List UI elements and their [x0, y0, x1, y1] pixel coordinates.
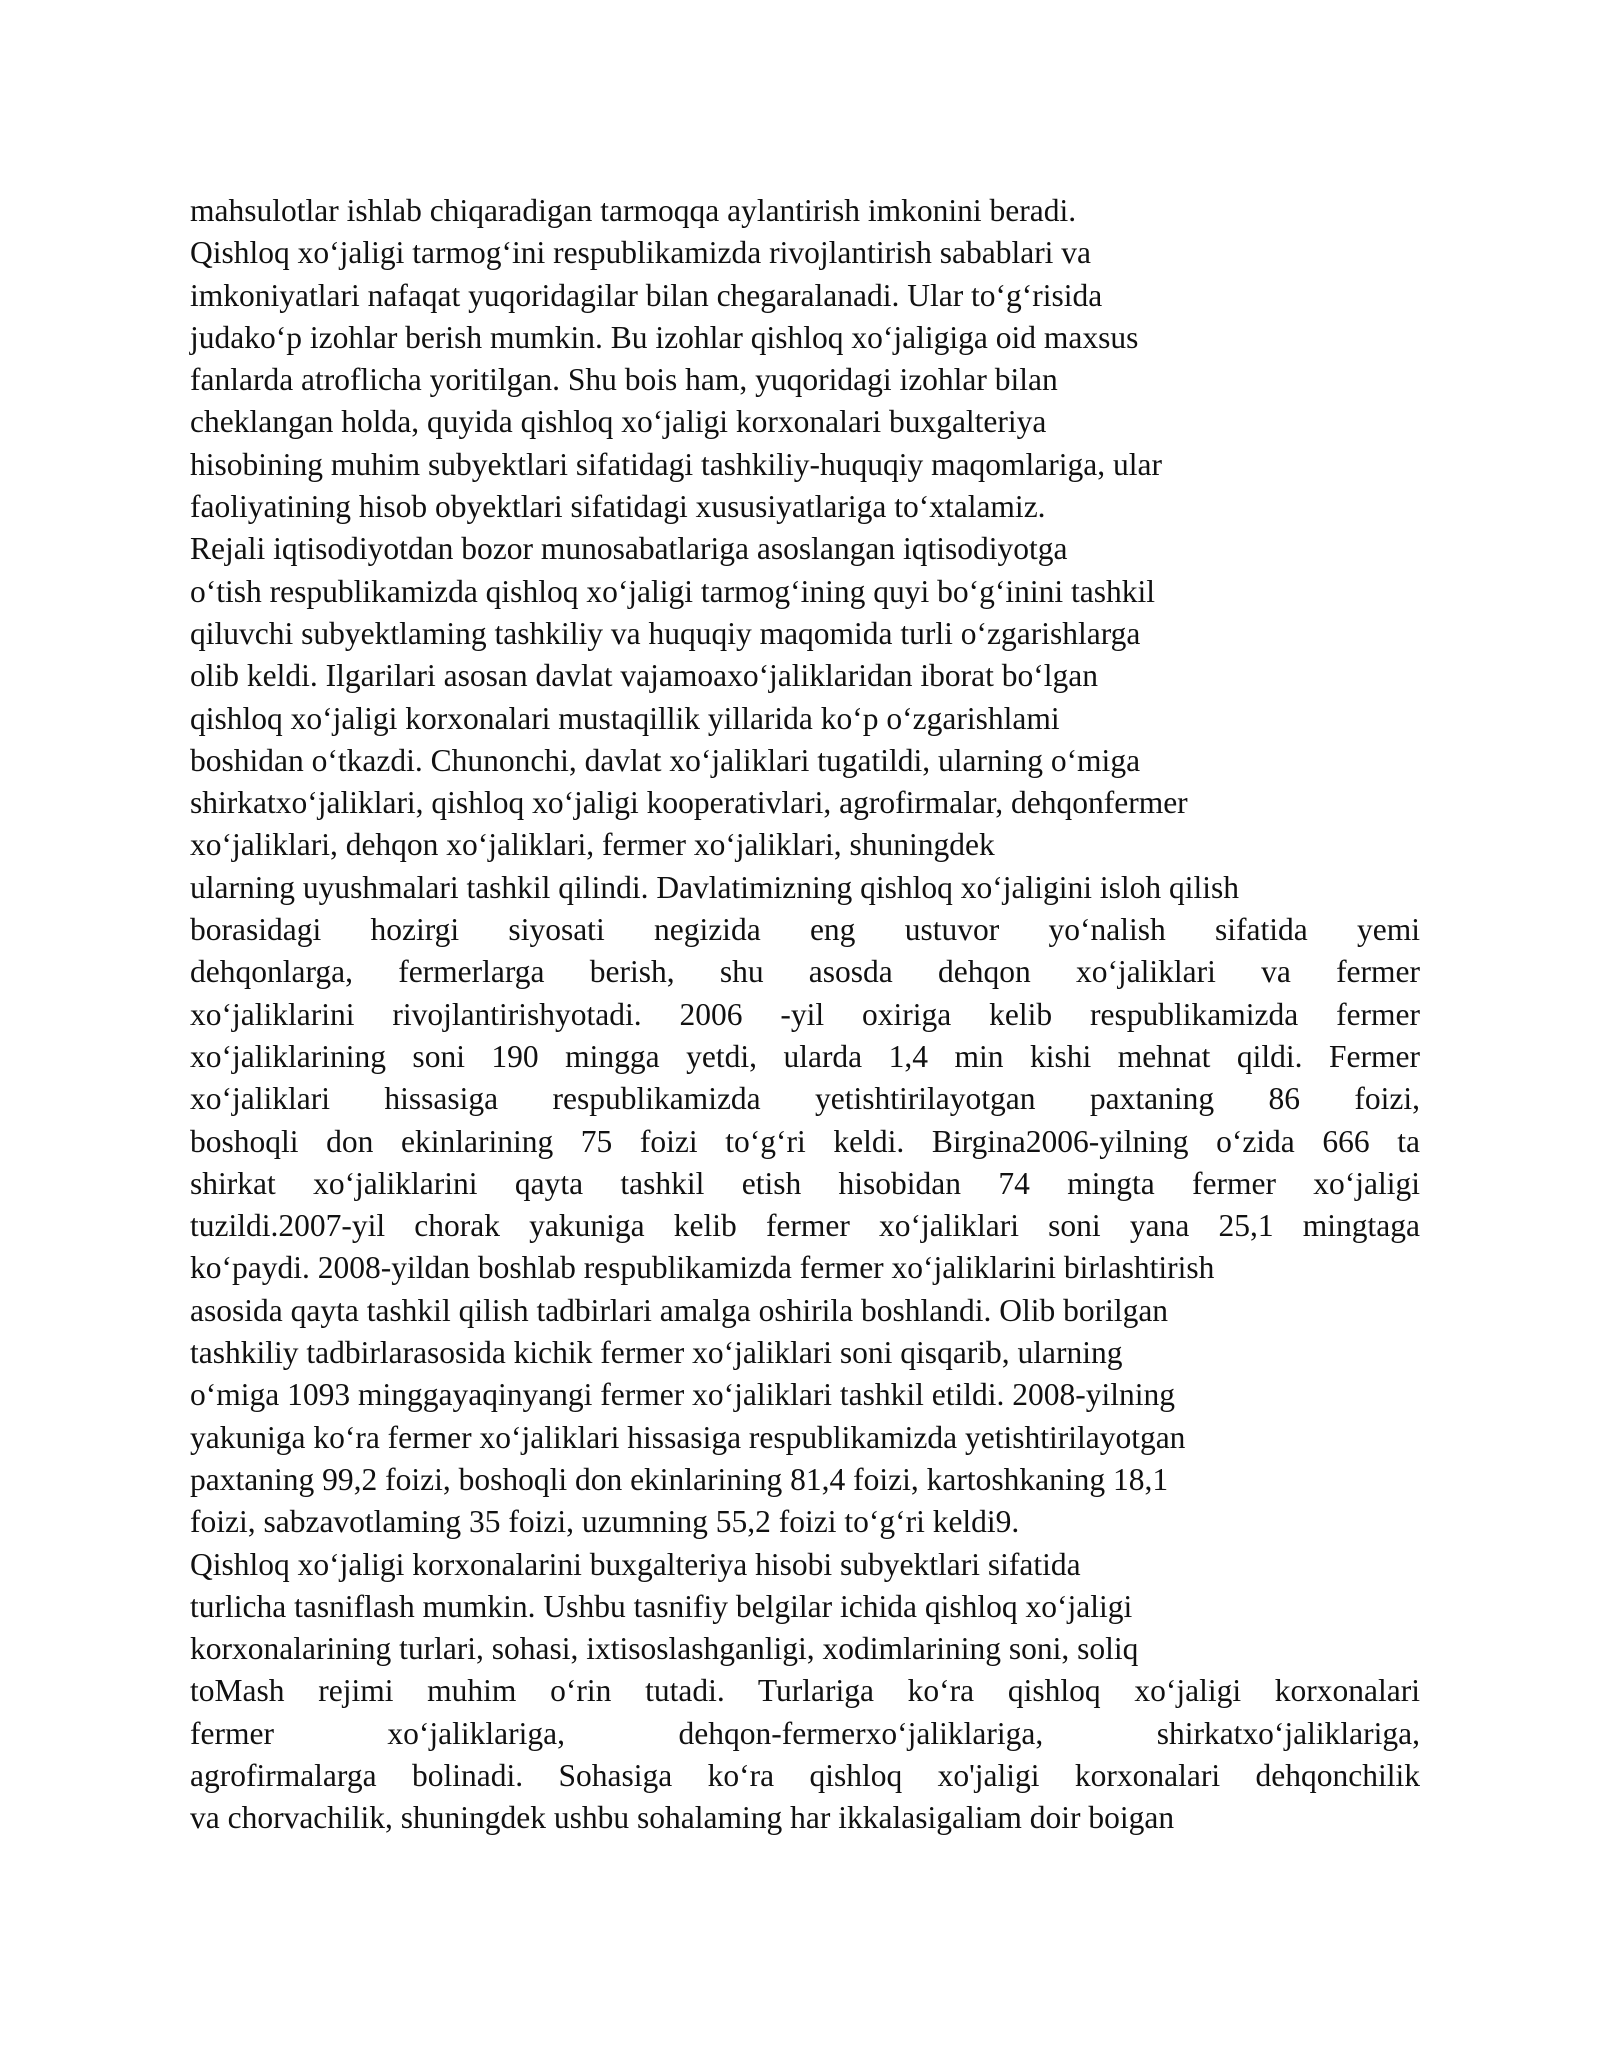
text-line: agrofirmalarga bolinadi. Sohasiga ko‘ra qishloq xo'jaligi korxonalari dehqonchilik [190, 1757, 1420, 1793]
text-line: xo‘jaliklarining soni 190 mingga yetdi, ularda 1,4 min kishi mehnat qildi. Fermer [190, 1038, 1420, 1074]
text-line: qiluvchi subyektlaming tashkiliy va huquqiy maqomida turli o‘zgarishlarga [190, 615, 1141, 651]
text-line: o‘tish respublikamizda qishloq xo‘jaligi tarmog‘ining quyi bo‘g‘inini tashkil [190, 573, 1155, 609]
text-line: faoliyatining hisob obyektlari sifatidagi xususiyatlariga to‘xtalamiz. [190, 489, 1046, 525]
text-line: borasidagi hozirgi siyosati negizida eng ustuvor yo‘nalish sifatida yemi [190, 912, 1420, 948]
text-line: fanlarda atroflicha yoritilgan. Shu bois ham, yuqoridagi izohlar bilan [190, 362, 1058, 398]
text-line: shirkat xo‘jaliklarini qayta tashkil etish hisobidan 74 mingta fermer xo‘jaligi [190, 1165, 1420, 1201]
text-line: dehqonlarga, fermerlarga berish, shu asosda dehqon xo‘jaliklari va fermer [190, 954, 1420, 990]
text-line: xo‘jaliklari hissasiga respublikamizda yetishtirilayotgan paxtaning 86 foizi, [190, 1081, 1420, 1117]
text-line: asosida qayta tashkil qilish tadbirlari amalga oshirila boshlandi. Olib borilgan [190, 1292, 1169, 1328]
text-line: hisobining muhim subyektlari sifatidagi tashkiliy-huquqiy maqomlariga, ular [190, 446, 1162, 482]
text-line: ko‘paydi. 2008-yildan boshlab respublikamizda fermer xo‘jaliklarini birlashtirish [190, 1250, 1215, 1286]
text-line: xo‘jaliklari, dehqon xo‘jaliklari, fermer xo‘jaliklari, shuningdek [190, 827, 995, 863]
text-line: Rejali iqtisodiyotdan bozor munosabatlariga asoslangan iqtisodiyotga [190, 531, 1068, 567]
text-line: judako‘p izohlar berish mumkin. Bu izohlar qishloq xo‘jaligiga oid maxsus [190, 319, 1139, 355]
text-line: tashkiliy tadbirlarasosida kichik fermer xo‘jaliklari soni qisqarib, ularning [190, 1335, 1123, 1371]
text-line: ularning uyushmalari tashkil qilindi. Davlatimizning qishloq xo‘jaligini isloh qilish [190, 869, 1240, 905]
text-line: qishloq xo‘jaligi korxonalari mustaqillik yillarida ko‘p o‘zgarishlami [190, 700, 1060, 736]
text-line: toMash rejimi muhim o‘rin tutadi. Turlariga ko‘ra qishloq xo‘jaligi korxonalari [190, 1673, 1420, 1709]
text-line: tuzildi.2007-yil chorak yakuniga kelib fermer xo‘jaliklari soni yana 25,1 mingtaga [190, 1208, 1420, 1244]
text-line: shirkatxo‘jaliklari, qishloq xo‘jaligi kooperativlari, agrofirmalar, dehqonfermer [190, 785, 1188, 821]
text-line: korxonalarining turlari, sohasi, ixtisoslashganligi, xodimlarining soni, soliq [190, 1631, 1139, 1667]
text-line: yakuniga ko‘ra fermer xo‘jaliklari hissasiga respublikamizda yetishtirilayotgan [190, 1419, 1186, 1455]
text-line: turlicha tasniflash mumkin. Ushbu tasnifiy belgilar ichida qishloq xo‘jaligi [190, 1588, 1133, 1624]
text-line: boshoqli don ekinlarining 75 foizi to‘g‘ri keldi. Birgina2006-yilning o‘zida 666 ta [190, 1123, 1420, 1159]
body-text [190, 190, 1420, 1840]
text-line: Qishloq xo‘jaligi korxonalarini buxgalteriya hisobi subyektlari sifatida [190, 1546, 1081, 1582]
text-line: paxtaning 99,2 foizi, boshoqli don ekinlarining 81,4 foizi, kartoshkaning 18,1 [190, 1461, 1169, 1497]
text-line: Qishloq xo‘jaligi tarmog‘ini respublikamizda rivojlantirish sabablari va [190, 235, 1092, 271]
text-line: boshidan o‘tkazdi. Chunonchi, davlat xo‘jaliklari tugatildi, ularning o‘miga [190, 742, 1141, 778]
text-line: fermer xo‘jaliklariga, dehqon-fermerxo‘jaliklariga, shirkatxo‘jaliklariga, [190, 1715, 1420, 1751]
text-line: mahsulotlar ishlab chiqaradigan tarmoqqa aylantirish imkonini beradi. [190, 193, 1077, 228]
text-line: xo‘jaliklarini rivojlantirishyotadi. 2006 -yil oxiriga kelib respublikamizda fermer [190, 996, 1420, 1032]
text-line: va chorvachilik, shuningdek ushbu sohalaming har ikkalasigaliam doir boigan [190, 1800, 1175, 1836]
text-line: cheklangan holda, quyida qishloq xo‘jaligi korxonalari buxgalteriya [190, 404, 1047, 440]
text-line: olib keldi. Ilgarilari asosan davlat vajamoaxo‘jaliklaridan iborat bo‘lgan [190, 658, 1098, 694]
text-line: foizi, sabzavotlaming 35 foizi, uzumning 55,2 foizi to‘g‘ri keldi9. [190, 1504, 1020, 1540]
text-line: o‘miga 1093 minggayaqinyangi fermer xo‘jaliklari tashkil etildi. 2008-yilning [190, 1377, 1176, 1413]
text-line: imkoniyatlari nafaqat yuqoridagilar bilan chegaralanadi. Ular to‘g‘risida [190, 277, 1103, 313]
